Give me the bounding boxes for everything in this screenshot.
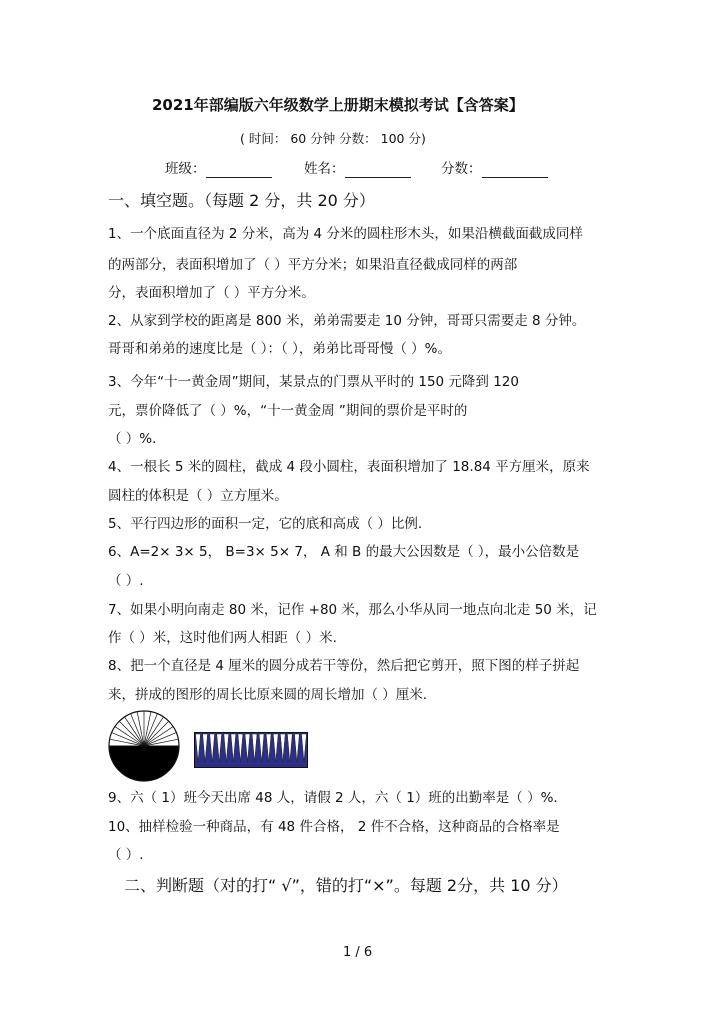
question-line: 7、如果小明向南走 80 米，记作 +80 米，那么小华从同一地点向北走 50 米，记 <box>108 602 597 618</box>
question-line: （ ）. <box>108 573 144 589</box>
question-line: 4、一根长 5 米的圆柱，截成 4 段小圆柱，表面积增加了 18.84 平方厘米，原来 <box>108 459 590 475</box>
score-label: 分数： <box>441 161 482 177</box>
question-line: 的两部分，表面积增加了（ ）平方分米；如果沿直径截成同样的两部 <box>108 257 518 273</box>
sector-line <box>119 721 144 746</box>
question-line: 作（ ）米，这时他们两人相距（ ）米. <box>108 630 337 646</box>
circle-lower-half <box>109 746 179 781</box>
name-label: 姓名： <box>304 161 345 177</box>
section-heading-true-false: 二、判断题（对的打“ √”，错的打“×”。每题 2分，共 10 分） <box>124 876 568 895</box>
question-line: 元，票价降低了（ ）%，“十一黄金周 ”期间的票价是平时的 <box>108 403 468 419</box>
page-number: 1 / 6 <box>343 945 373 960</box>
question-line: 8、把一个直径是 4 厘米的圆分成若干等份，然后把它剪开，照下图的样子拼起 <box>108 658 580 674</box>
divided-circle-figure <box>107 709 181 783</box>
question-line: （ ）. <box>108 847 144 863</box>
class-field <box>165 160 272 178</box>
question-line: 2、从家到学校的距离是 800 米，弟弟需要走 10 分钟，哥哥只需要走 8 分钟。 <box>108 313 586 329</box>
exam-subtitle: ( 时间： 60 分钟 分数： 100 分) <box>240 131 426 146</box>
question-line: 分，表面积增加了（ ）平方分米。 <box>108 285 315 301</box>
question-line: 5、平行四边形的面积一定，它的底和高成（ ）比例. <box>108 516 423 532</box>
score-field <box>441 160 548 178</box>
question-line: 9、六（ 1）班今天出席 48 人，请假 2 人，六（ 1）班的出勤率是（ ）%. <box>108 790 558 806</box>
question-line: 1、一个底面直径为 2 分米，高为 4 分米的圆柱形木头，如果沿横截面截成同样 <box>108 226 583 242</box>
rearranged-rectangle-figure <box>194 732 308 768</box>
class-label: 班级： <box>165 161 206 177</box>
question-line: 3、今年“十一黄金周”期间，某景点的门票从平时的 150 元降到 120 <box>108 374 519 390</box>
page-title: 2021年部编版六年级数学上册期末模拟考试【含答案】 <box>152 96 524 114</box>
question-line: 来，拼成的图形的周长比原来圆的周长增加（ ）厘米. <box>108 687 428 703</box>
question-line: 10、抽样检验一种商品，有 48 件合格， 2 件不合格，这种商品的合格率是 <box>108 819 560 835</box>
name-field <box>304 160 411 178</box>
class-blank[interactable] <box>206 163 272 178</box>
section-heading-fill-blank: 一、填空题。（每题 2 分，共 20 分） <box>108 191 375 210</box>
question-line: 6、A=2× 3× 5， B=3× 5× 7， A 和 B 的最大公因数是（ ），最小公倍数是 <box>108 544 580 560</box>
question-line: 哥哥和弟弟的速度比是（ ）：（ ），弟弟比哥哥慢（ ）%。 <box>108 341 451 357</box>
question-line: 圆柱的体积是（ ）立方厘米。 <box>108 488 288 504</box>
sector-line <box>144 721 169 746</box>
name-blank[interactable] <box>345 163 411 178</box>
question-line: （ ）%. <box>108 431 157 447</box>
score-blank[interactable] <box>482 163 548 178</box>
